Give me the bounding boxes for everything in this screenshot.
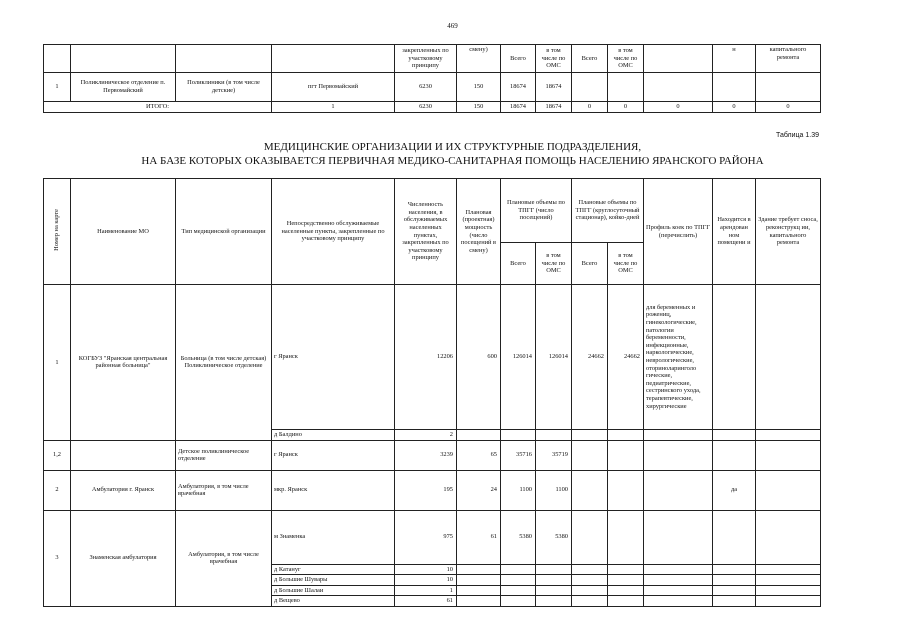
cell-capacity: 600 [457, 285, 501, 430]
cell [756, 440, 821, 470]
cell: 18674 [501, 102, 536, 113]
cell-name: Знаменская амбулатория [71, 510, 176, 606]
cell-capacity: 65 [457, 440, 501, 470]
table-row [44, 73, 821, 102]
header-row [44, 179, 821, 243]
cell [536, 575, 572, 586]
cell [501, 585, 536, 596]
cell [756, 73, 821, 102]
cell-population: 61 [395, 596, 457, 607]
cell [644, 45, 713, 73]
table-row [44, 440, 821, 470]
cell [536, 564, 572, 575]
cell [457, 575, 501, 586]
cell-population: 195 [395, 470, 457, 510]
cell: 6230 [395, 73, 457, 102]
cell [644, 470, 713, 510]
cell-population: 2 [395, 430, 457, 441]
cell [71, 45, 176, 73]
header-visits-oms: в том числе по ОМС [536, 243, 572, 285]
cell: Поликлиники (в том числе детские) [176, 73, 272, 102]
cell-visits-total: 5380 [501, 510, 536, 564]
header-points: Непосредственно обслуживаемые населенные пункты, закрепленные по участковому принципу [272, 179, 395, 285]
cell-visits-oms: 35719 [536, 440, 572, 470]
cell-name: Амбулатория г. Яранск [71, 470, 176, 510]
cell-num: 1 [44, 285, 71, 441]
table-row [44, 470, 821, 510]
cell: Всего [572, 45, 608, 73]
cell [572, 585, 608, 596]
cell-point: г Яранск [272, 285, 395, 430]
cell-visits-oms: 1100 [536, 470, 572, 510]
cell-beds-oms: 24662 [608, 285, 644, 430]
cell-population: 975 [395, 510, 457, 564]
cell [536, 585, 572, 596]
cell: в том числе по ОМС [608, 45, 644, 73]
table-number: Таблица 1.39 [775, 132, 819, 139]
cell [457, 596, 501, 607]
cell-visits-total: 1100 [501, 470, 536, 510]
cell: н [713, 45, 756, 73]
cell [501, 564, 536, 575]
cell: Поликлиническое отделение п. Первомайский [71, 73, 176, 102]
table-row [44, 285, 821, 430]
cell [713, 440, 756, 470]
cell: 150 [457, 102, 501, 113]
cell-point: д Большие Шалаи [272, 585, 395, 596]
header-profile: Профиль коек по ТПГГ (перечислить) [644, 179, 713, 285]
cell-point: г Яранск [272, 440, 395, 470]
cell-num: 3 [44, 510, 71, 606]
cell [608, 510, 644, 564]
cell-point: м Знаменка [272, 510, 395, 564]
cell [572, 430, 608, 441]
caption-line-1: МЕДИЦИНСКИЕ ОРГАНИЗАЦИИ И ИХ СТРУКТУРНЫЕ ПОДРАЗДЕЛЕНИЯ, [263, 141, 642, 153]
cell-visits-total: 126014 [501, 285, 536, 430]
cell [176, 45, 272, 73]
cell [501, 575, 536, 586]
cell [608, 585, 644, 596]
header-mo-name: Наименование МО [71, 179, 176, 285]
cell [44, 45, 71, 73]
cell [608, 430, 644, 441]
cell: 6230 [395, 102, 457, 113]
cell [713, 430, 756, 441]
cell [272, 45, 395, 73]
cell: 1 [44, 73, 71, 102]
header-rented: Находится в арендован ном помещени и [713, 179, 756, 285]
cell: в том числе по ОМС [536, 45, 572, 73]
cell-profile: для беременных и рожениц, гинекологические, патологии беременности, инфекционные, наркологические, неврологические, оториноларинголо гические, педиатрические, сестринского ухода, терапевтические, хирургические [644, 285, 713, 430]
cell-capacity: 61 [457, 510, 501, 564]
cell [756, 510, 821, 564]
cell [536, 596, 572, 607]
cell-name: КОГБУЗ "Яранская центральная районная больница" [71, 285, 176, 441]
cell [713, 564, 756, 575]
header-population: Численность населения, в обслуживаемых населенных пунктах, закрепленных по участковому принципу [395, 179, 457, 285]
cell-type: Детское поликлиническое отделение [176, 440, 272, 470]
cell [644, 564, 713, 575]
cell [644, 596, 713, 607]
cell-population: 12206 [395, 285, 457, 430]
cell [644, 73, 713, 102]
cell [536, 430, 572, 441]
cell-visits-total: 35716 [501, 440, 536, 470]
cell-building [756, 285, 821, 430]
cell: 0 [713, 102, 756, 113]
cell-visits-oms: 126014 [536, 285, 572, 430]
cell [644, 575, 713, 586]
cell-point: д Вещево [272, 596, 395, 607]
cell [756, 470, 821, 510]
cell: 0 [572, 102, 608, 113]
header-visits-total: Всего [501, 243, 536, 285]
cell: 18674 [536, 73, 572, 102]
cell [713, 510, 756, 564]
cell [572, 510, 608, 564]
cell [457, 564, 501, 575]
cell: закрепленных по участковому принципу [395, 45, 457, 73]
cell: смену) [457, 45, 501, 73]
cell-type: Амбулатория, в том числе врачебная [176, 510, 272, 606]
cell [608, 564, 644, 575]
cell [501, 596, 536, 607]
continued-header-row [44, 45, 821, 73]
cell [501, 430, 536, 441]
cell-point: мкр. Яранск [272, 470, 395, 510]
cell: 18674 [536, 102, 572, 113]
main-table [43, 178, 821, 607]
cell-type: Амбулатория, в том числе врачебная [176, 470, 272, 510]
cell [572, 564, 608, 575]
cell [756, 575, 821, 586]
cell: 150 [457, 73, 501, 102]
header-beds-total: Всего [572, 243, 608, 285]
header-beds: Плановые объемы по ТПГГ (круглосуточный стационар), койко-дней [572, 179, 644, 243]
cell [572, 73, 608, 102]
cell-population: 1 [395, 585, 457, 596]
table-row [44, 510, 821, 564]
cell [756, 564, 821, 575]
cell [608, 73, 644, 102]
cell-population: 10 [395, 575, 457, 586]
header-org-type: Тип медицинской организации [176, 179, 272, 285]
cell [608, 575, 644, 586]
cell [756, 430, 821, 441]
cell-name [71, 440, 176, 470]
cell: 0 [644, 102, 713, 113]
cell: 0 [608, 102, 644, 113]
cell-rented: да [713, 470, 756, 510]
cell [644, 585, 713, 596]
cell-population: 10 [395, 564, 457, 575]
page-number: 469 [447, 22, 458, 30]
continued-table [43, 44, 821, 113]
cell [713, 575, 756, 586]
cell-beds-total: 24662 [572, 285, 608, 430]
cell: капитального ремонта [756, 45, 821, 73]
cell-point: д Катануг [272, 564, 395, 575]
caption-line-2: НА БАЗЕ КОТОРЫХ ОКАЗЫВАЕТСЯ ПЕРВИЧНАЯ МЕДИКО-САНИТАРНАЯ ПОМОЩЬ НАСЕЛЕНИЮ ЯРАНСКОГО РАЙОНА [141, 155, 764, 167]
cell-num: 2 [44, 470, 71, 510]
cell [756, 596, 821, 607]
cell-num: 1,2 [44, 440, 71, 470]
cell-point: д Большие Шувары [272, 575, 395, 586]
cell: 18674 [501, 73, 536, 102]
cell: Всего [501, 45, 536, 73]
cell-capacity: 24 [457, 470, 501, 510]
total-row [44, 102, 821, 113]
cell-type: Больница (в том числе детская) Поликлиническое отделение [176, 285, 272, 441]
cell [457, 430, 501, 441]
cell [756, 585, 821, 596]
cell [572, 575, 608, 586]
cell [608, 470, 644, 510]
header-map-no: Номер на карте [44, 179, 71, 285]
cell [572, 470, 608, 510]
header-visits: Плановые объемы по ТПГГ (число посещений) [501, 179, 572, 243]
cell [713, 585, 756, 596]
header-capacity: Плановая (проектная) мощность (число посещений в смену) [457, 179, 501, 285]
cell [713, 73, 756, 102]
cell [572, 596, 608, 607]
cell [644, 510, 713, 564]
cell-population: 3239 [395, 440, 457, 470]
cell-rented [713, 285, 756, 430]
total-label: ИТОГО: [44, 102, 272, 113]
cell [608, 440, 644, 470]
cell [608, 596, 644, 607]
header-building: Здание требует сноса, реконструкц ии, капитального ремонта [756, 179, 821, 285]
header-beds-oms: в том числе по ОМС [608, 243, 644, 285]
cell [644, 440, 713, 470]
cell-point: д Балдино [272, 430, 395, 441]
cell [457, 585, 501, 596]
cell [572, 440, 608, 470]
cell: пгт Первомайский [272, 73, 395, 102]
cell [713, 596, 756, 607]
cell: 0 [756, 102, 821, 113]
cell-visits-oms: 5380 [536, 510, 572, 564]
cell [644, 430, 713, 441]
cell: 1 [272, 102, 395, 113]
